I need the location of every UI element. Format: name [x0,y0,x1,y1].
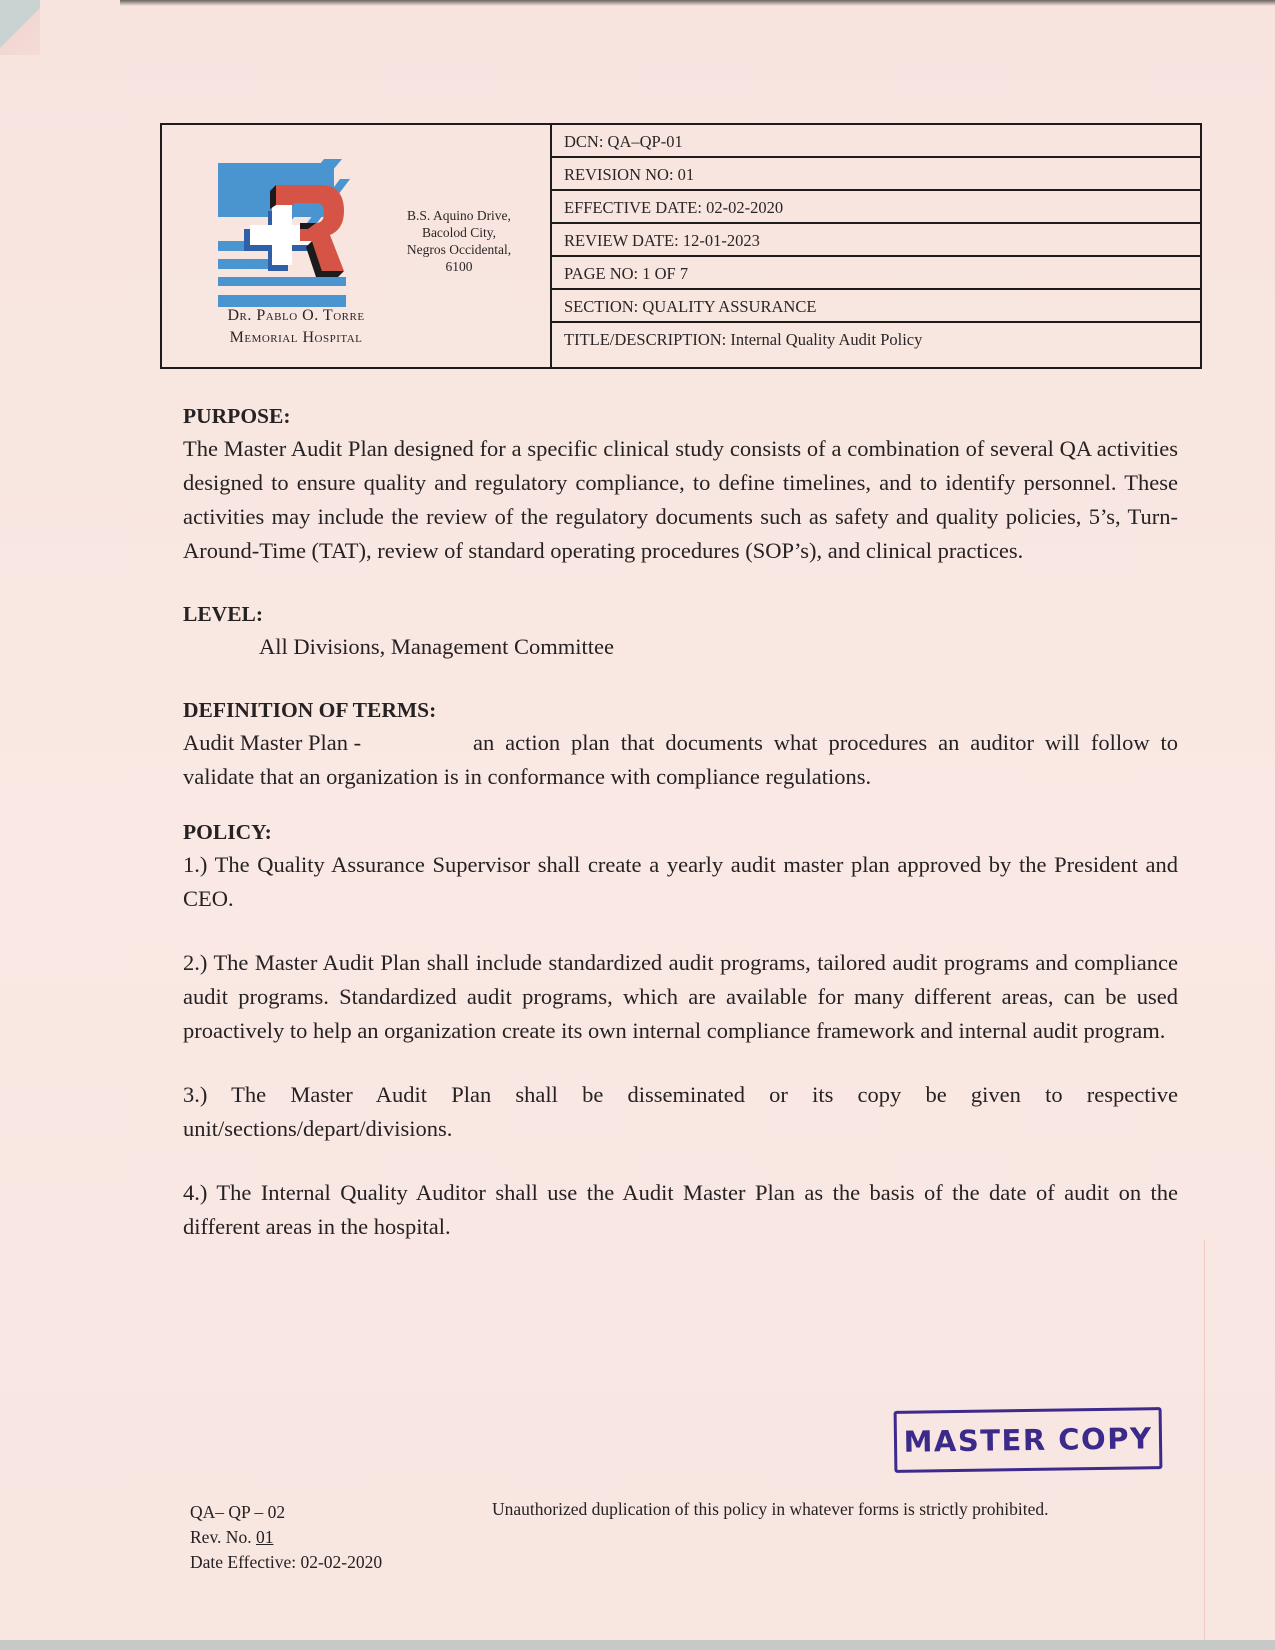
purpose-text: The Master Audit Plan designed for a specific clinical study consists of a combination of several QA activities designed to ensure quality and regulatory compliance, to define timelines, and to identify personnel. These activities may include the review of the regulatory documents such as safety and quality policies, 5’s, Turn-Around-Time (TAT), review of standard operating procedures (SOP’s), and clinical practices. [183,436,1178,563]
document-header [160,123,1202,369]
footer-document-info [190,1500,382,1575]
footer-notice: Unauthorized duplication of this policy in whatever forms is strictly prohibited. [492,1499,1049,1519]
footer-doc-code: QA– QP – 02 [190,1502,286,1522]
scan-edge [0,1640,1275,1650]
policy-heading: POLICY: [183,820,272,844]
page-number-field: PAGE NO: 1 OF 7 [552,257,1200,290]
hospital-address [384,207,534,275]
definition-entry [183,726,1178,794]
footer-revision [190,1525,382,1550]
address-line2: Bacolod City, [421,225,497,240]
effective-date-field: EFFECTIVE DATE: 02-02-2020 [552,191,1200,224]
dcn-field: DCN: QA–QP-01 [552,125,1200,158]
header-identity [162,125,552,367]
purpose-heading: PURPOSE: [183,404,291,428]
definition-text: an action plan that documents what procedures an auditor will follow to validate that an organization is in conformance with compliance regulations. [183,730,1178,789]
definitions-heading: DEFINITION OF TERMS: [183,698,437,722]
hospital-name-line1: Dr. Pablo O. Torre [227,307,365,324]
paper-fold-line [1204,1240,1205,1640]
level-text: All Divisions, Management Committee [259,634,614,659]
policy-item: 3.) The Master Audit Plan shall be disseminated or its copy be given to respective unit/sections/depart/divisions. [183,1082,1178,1141]
policy-item: 4.) The Internal Quality Auditor shall use the Audit Master Plan as the basis of the date of audit on the different areas in the hospital. [183,1180,1178,1239]
revision-field: REVISION NO: 01 [552,158,1200,191]
document-body [183,400,1178,1244]
address-line1: B.S. Aquino Drive, [407,208,511,223]
master-copy-stamp: MASTER COPY [894,1407,1163,1473]
hospital-name [176,305,416,349]
section-field: SECTION: QUALITY ASSURANCE [552,290,1200,323]
address-line3: Negros Occidental, [406,242,512,257]
review-date-field: REVIEW DATE: 12-01-2023 [552,224,1200,257]
policy-item: 1.) The Quality Assurance Supervisor shall create a yearly audit master plan approved by the President and CEO. [183,852,1178,911]
scan-shadow [120,0,1275,6]
hospital-logo-icon [216,159,350,309]
document-control-fields [552,125,1200,367]
folded-corner [0,0,40,55]
definition-term: Audit Master Plan - [183,730,362,755]
footer-rev-value: 01 [255,1527,274,1547]
level-heading: LEVEL: [183,602,264,626]
footer-date-effective: Date Effective: 02-02-2020 [190,1552,383,1572]
address-line4: 6100 [445,259,473,274]
hospital-name-line2: Memorial Hospital [229,329,363,346]
title-field: TITLE/DESCRIPTION: Internal Quality Audit Policy [564,330,923,349]
footer-rev-label: Rev. No. [190,1527,256,1547]
policy-item: 2.) The Master Audit Plan shall include standardized audit programs, tailored audit programs and compliance audit programs. Standardized audit programs, which are available for many different areas, can be used proactively to help an organization create its own internal compliance framework and internal audit program. [183,950,1178,1043]
